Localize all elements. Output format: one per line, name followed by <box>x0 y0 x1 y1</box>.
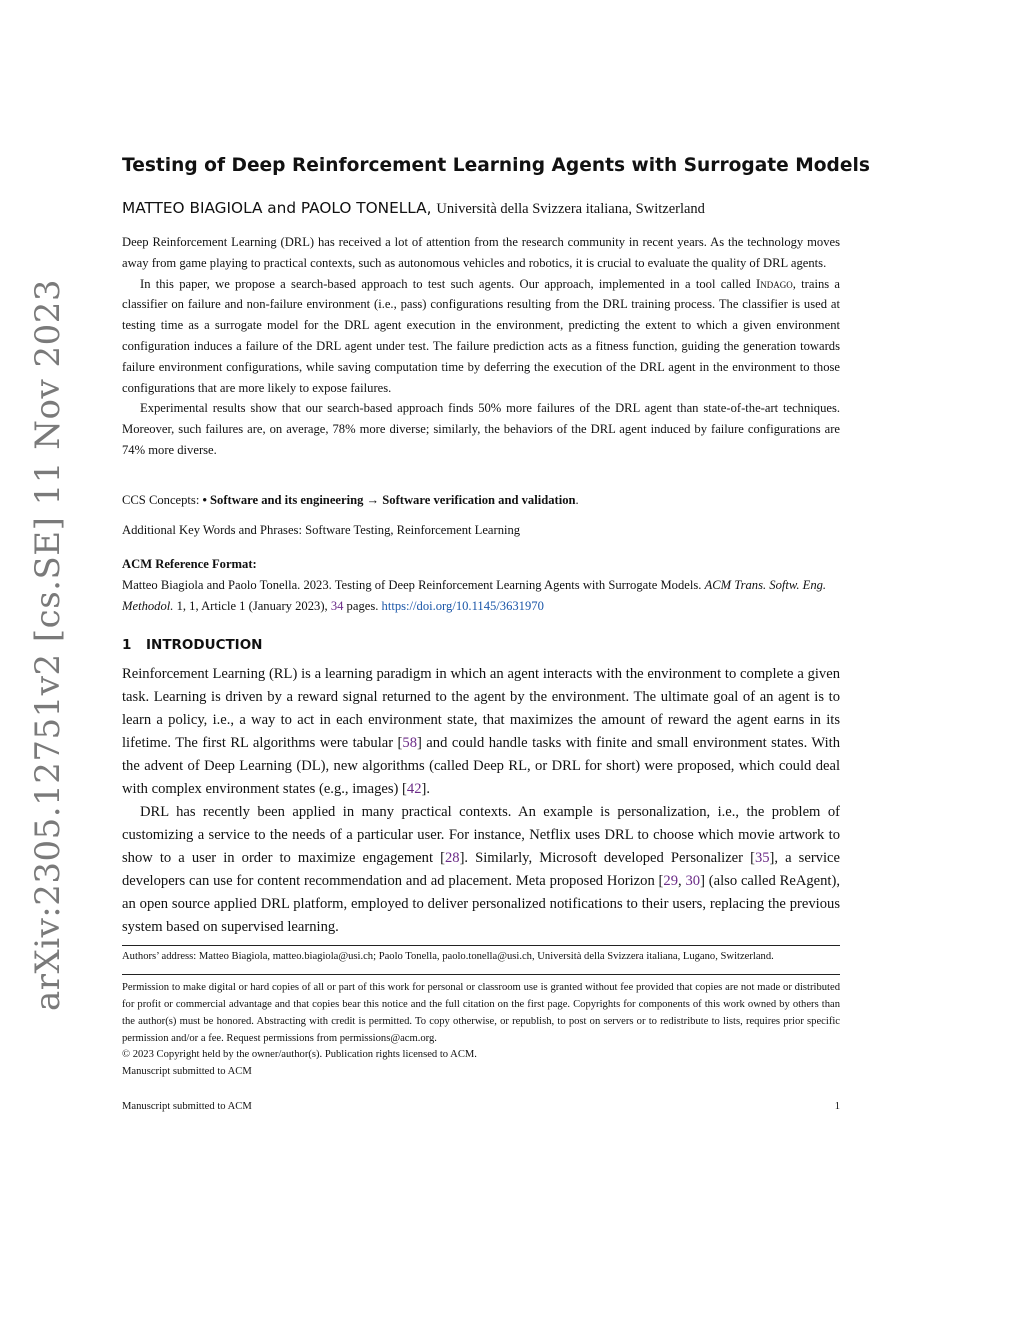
section-number: 1 <box>122 637 132 653</box>
intro-paragraph-1 <box>122 663 840 801</box>
copyright-notice: © 2023 Copyright held by the owner/author(s). Publication rights licensed to ACM. <box>122 1049 477 1060</box>
ccs-label: CCS Concepts: <box>122 493 203 507</box>
keywords: Additional Key Words and Phrases: Software Testing, Reinforcement Learning <box>122 523 521 537</box>
author-names: MATTEO BIAGIOLA and PAOLO TONELLA, <box>122 199 432 217</box>
section-heading <box>122 637 262 653</box>
abstract-paragraph-1: Deep Reinforcement Learning (DRL) has received a lot of attention from the research community in recent years. As the technology moves away from game playing to practical contexts, such as autonomous vehicles and robotics, it is crucial to evaluate the quality of DRL agents. <box>122 235 840 270</box>
section-title: INTRODUCTION <box>146 637 263 653</box>
intro-paragraph-2 <box>122 801 840 939</box>
footnote-divider <box>122 974 840 975</box>
intro-p2-text-a: DRL has recently been applied in many practical contexts. An example is personalization, i.e., the problem of customizing a service to the needs of a particular user. For instance, Netflix uses DRL to choose which movie artwork to show to a user in order to maximize engagement [ <box>122 804 840 866</box>
citation-separator: , <box>678 873 686 889</box>
acm-reference <box>122 554 840 617</box>
abstract-paragraph-2 <box>122 274 840 399</box>
citation-link[interactable]: 58 <box>402 735 417 751</box>
citation-link[interactable]: 35 <box>754 850 770 866</box>
authors-address: Authors’ address: Matteo Biagiola, matteo.biagiola@usi.ch; Paolo Tonella, paolo.tonella@usi.ch, Università della Svizzera italiana, Lugano, Switzerland. <box>122 951 774 962</box>
acm-reference-text <box>122 575 840 617</box>
intro-p1-text-c: ]. <box>421 781 431 797</box>
introduction-body <box>122 663 840 939</box>
doi-link[interactable]: https://doi.org/10.1145/3631970 <box>381 599 544 613</box>
abstract-paragraph-3: Experimental results show that our search-based approach finds 50% more failures of the DRL agent than state-of-the-art techniques. Moreover, such failures are, on average, 78% more diverse; similarly, the behaviors of the DRL agent induced by failure configurations are 74% more diverse. <box>122 401 840 457</box>
intro-p2-text-b: ]. Similarly, Microsoft developed Personalizer [ <box>459 850 755 866</box>
ccs-end: . <box>575 493 579 507</box>
citation-link[interactable]: 30 <box>685 873 701 889</box>
citation-link[interactable]: 29 <box>663 873 679 889</box>
tool-name: Indago <box>756 276 793 291</box>
permission-notice: Permission to make digital or hard copies of all or part of this work for personal or classroom use is granted without fee provided that copies are not made or distributed for profit or commercial advantage and that copies bear this notice and the full citation on the first page. Copyrights for components of this work owned by others than the author(s) must be honored. Abstracting with credit is permitted. To copy otherwise, or republish, to post on servers or to redistribute to lists, requires prior specific permission and/or a fee. Request permissions from permissions@acm.org. <box>122 982 840 1044</box>
paper-title: Testing of Deep Reinforcement Learning Agents with Surrogate Models <box>122 155 870 176</box>
arxiv-stamp-text: arXiv:2305.12751v2 [cs.SE] 11 Nov 2023 <box>28 279 68 1011</box>
intro-p1-text-a: Reinforcement Learning (RL) is a learning paradigm in which an agent interacts with the environment to complete a given task. Learning is driven by a reward signal returned to the agent by the environment. The ultimate goal of an agent is to learn a policy, i.e., a way to act in each environment state, that maximizes the amount of reward the agent earns in its lifetime. The first RL algorithms were tabular [ <box>122 666 840 751</box>
author-affiliation: Università della Svizzera italiana, Switzerland <box>436 201 705 217</box>
abstract-p2-start: In this paper, we propose a search-based approach to test such agents. Our approach, implemented in a tool called <box>140 276 757 291</box>
page-number: 1 <box>834 1101 840 1112</box>
citation-link[interactable]: 42 <box>406 781 422 797</box>
acm-reference-details: 1, 1, Article 1 (January 2023), <box>173 599 331 613</box>
ccs-concepts <box>122 493 579 508</box>
arxiv-stamp <box>18 279 78 1011</box>
ccs-bullet: • <box>202 493 211 507</box>
author-line <box>122 199 705 218</box>
abstract <box>122 232 840 461</box>
acm-pages-suffix: pages. <box>343 599 382 613</box>
intro-p2-text-d: ] (also called ReAgent), an open source applied DRL platform, employed to deliver personalized notifications to their users, replacing the previous system based on supervised learning. <box>122 873 840 935</box>
page-footer-left: Manuscript submitted to ACM <box>122 1101 252 1112</box>
page-count-link[interactable]: 34 <box>330 599 344 613</box>
abstract-p2-end: , trains a classifier on failure and non-failure environment (i.e., pass) configurations resulting from the DRL training process. The classifier is used at testing time as a surrogate model for the DRL agent execution in the environment, predicting the extent to which a given environment configuration induces a failure of the DRL agent under test. The failure prediction acts as a fitness function, guiding the generation towards failure environment configurations, while saving computation time by deferring the execution of the DRL agent in the environment to those configurations that are more likely to expose failures. <box>122 276 840 395</box>
manuscript-note: Manuscript submitted to ACM <box>122 1066 252 1077</box>
acm-reference-citation: Matteo Biagiola and Paolo Tonella. 2023. Testing of Deep Reinforcement Learning Agents with Surrogate Models. <box>122 578 705 592</box>
intro-p2-text-c: ], a service developers can use for content recommendation and ad placement. Meta proposed Horizon [ <box>122 850 840 889</box>
acm-reference-label: ACM Reference Format: <box>122 557 257 571</box>
acm-journal: ACM Trans. Softw. Eng. Methodol. <box>122 578 827 613</box>
ccs-concept: Software and its engineering → Software verification and validation <box>210 493 576 507</box>
intro-p1-text-b: ] and could handle tasks with finite and small environment states. With the advent of Deep Learning (DL), new algorithms (called Deep RL, or DRL for short) were proposed, which could deal with complex environment states (e.g., images) [ <box>122 735 841 797</box>
footnote-divider <box>122 945 840 946</box>
citation-link[interactable]: 28 <box>444 850 460 866</box>
